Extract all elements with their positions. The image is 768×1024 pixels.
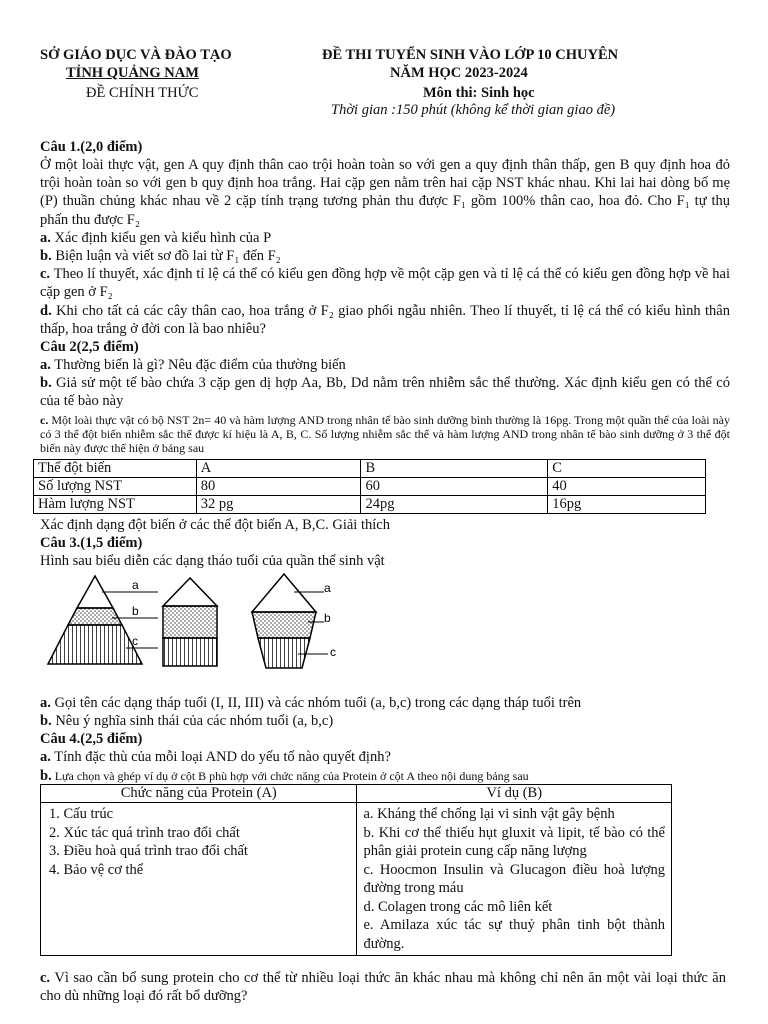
- protein-examples-cell: [357, 803, 672, 956]
- q2-part-b: [40, 374, 730, 410]
- header-exam-title: ĐỀ THI TUYỂN SINH VÀO LỚP 10 CHUYÊN: [322, 47, 619, 63]
- q3-intro: Hình sau biểu diễn các dạng tháo tuổi của quần thể sinh vật: [40, 553, 385, 569]
- pyramid-label-c: c: [330, 645, 336, 659]
- list-item: 3. Điều hoà quá trình trao đổi chất: [49, 843, 248, 859]
- q3-a-text: Gọi tên các dạng tháp tuổi (I, II, III) và các nhóm tuổi (a, b,c) trong các dạng tháp tuổi trên: [50, 695, 582, 711]
- q3-b-label: b.: [40, 713, 52, 729]
- q1-part-b: [40, 247, 730, 265]
- q4-a-text: Tính đặc thù của mỗi loại AND do yếu tố nào quyết định?: [50, 749, 391, 765]
- q4-part-b: [40, 767, 730, 785]
- q1-c-label: c.: [40, 266, 51, 282]
- q2-part-a: [40, 356, 730, 374]
- list-item: a. Kháng thể chống lại vi sinh vật gây bệnh: [363, 806, 615, 822]
- q1-d-text: Khi cho tất cả các cây thân cao, hoa trắng ở F₂ giao phối ngẫu nhiên. Theo lí thuyết, tỉ lệ cá thể có kiểu hình thân thấp, hoa trắng ở đời con là bao nhiêu?: [40, 303, 730, 338]
- q1-part-a: [40, 229, 730, 247]
- pyramid-1: [48, 576, 158, 664]
- q2-c-text: Một loài thực vật có bộ NST 2n= 40 và hàm lượng AND trong nhân tế bào sinh dưỡng bình thường là 16pg. Trong một quần thể của loài này có 3 thể đột biến nhiễm sắc thể được kí hiệu là A, B, C. Số lượng nhiễm sắc thể và hàm lượng AND trong nhân tế bào sinh dưỡng ở 3 thể đột biến này được thể hiện ở bảng sau: [40, 413, 730, 455]
- q1-part-d: [40, 302, 730, 338]
- list-item: e. Amilaza xúc tác sự thuỷ phân tinh bột thành đường.: [363, 917, 665, 952]
- table-cell: 60: [361, 478, 548, 496]
- q2-title: Câu 2(2,5 điểm): [40, 339, 139, 355]
- header-subject: Môn thi: Sinh học: [423, 85, 535, 101]
- q1-b-text: Biện luận và viết sơ đồ lai từ F₁ đến F₂: [51, 248, 281, 264]
- q3-b-text: Nêu ý nghĩa sinh thái của các nhóm tuổi (a, b,c): [51, 713, 334, 729]
- q1-intro: Ở một loài thực vật, gen A quy định thân cao trội hoàn toàn so với gen a quy định thân thấp, gen B quy định hoa đỏ trội hoàn toàn so với gen b quy định hoa trắng. Hai cặp gen nằm trên hai cặp NST khác nhau. Khi lai hai dòng bố mẹ (P) thuần chủng khác nhau về 2 cặp tính trạng tương phản thu được F₁ gồm 100% thân cao, hoa đỏ. Cho F₁ tự thụ phấn thu được F₂: [40, 157, 730, 228]
- pyramid-label-c: c: [132, 634, 138, 648]
- table-cell: B: [361, 460, 548, 478]
- list-item: 1. Cấu trúc: [49, 806, 114, 822]
- protein-functions-cell: [41, 803, 357, 956]
- q4-a-label: a.: [40, 749, 51, 765]
- q2-a-text: Thường biến là gì? Nêu đặc điểm của thường biến: [50, 357, 346, 373]
- pyramid-label-b: b: [324, 611, 331, 625]
- q1-d-label: d.: [40, 303, 52, 319]
- q2-a-label: a.: [40, 357, 51, 373]
- pyramid-label-a: a: [132, 578, 139, 592]
- q3-part-a: [40, 694, 730, 712]
- list-item: 4. Bảo vệ cơ thể: [49, 861, 144, 878]
- table-cell: 80: [196, 478, 361, 496]
- table-cell: 24pg: [361, 496, 548, 514]
- q2-part-c: [40, 413, 730, 455]
- list-item: 2. Xúc tác quá trình trao đổi chất: [49, 824, 240, 841]
- q3-a-label: a.: [40, 695, 51, 711]
- table-header: Ví dụ (B): [357, 785, 672, 803]
- q3-title: Câu 3.(1,5 điểm): [40, 535, 143, 551]
- table-cell: A: [196, 460, 361, 478]
- header-official: ĐỀ CHÍNH THỨC: [86, 85, 199, 101]
- table-header: Chức năng của Protein (A): [41, 785, 357, 803]
- header-school-year: NĂM HỌC 2023-2024: [390, 65, 528, 81]
- table-cell: C: [548, 460, 706, 478]
- table-cell: 32 pg: [196, 496, 361, 514]
- q1-a-label: a.: [40, 230, 51, 246]
- q2-after-table: Xác định dạng đột biến ở các thể đột biến A, B,C. Giải thích: [40, 517, 390, 533]
- pyramid-3: [252, 574, 336, 668]
- q4-part-a: [40, 748, 730, 766]
- q2-b-text: Giả sử một tế bào chứa 3 cặp gen dị hợp Aa, Bb, Dd nằm trên nhiễm sắc thể thường. Xác định kiểu gen có thể có của tế bào này: [40, 375, 730, 410]
- q4-c-label: c.: [40, 970, 51, 986]
- header-province: TỈNH QUẢNG NAM: [66, 65, 199, 81]
- list-item: b. Khi cơ thể thiếu hụt gluxit và lipit, tế bào có thể phân giải protein cung cấp năng lượng: [363, 824, 665, 859]
- protein-table: [40, 784, 672, 956]
- table-row: [41, 785, 672, 803]
- q1-a-text: Xác định kiểu gen và kiểu hình của P: [50, 230, 272, 246]
- q4-part-c: [40, 969, 726, 1005]
- table-row: [34, 496, 706, 514]
- q4-title: Câu 4.(2,5 điểm): [40, 731, 143, 747]
- age-pyramid-figure: [40, 572, 370, 684]
- pyramid-2: [163, 578, 217, 666]
- mutation-table: [33, 459, 706, 514]
- list-item: d. Colagen trong các mô liên kết: [363, 898, 553, 915]
- table-row: [34, 460, 706, 478]
- header-time: Thời gian :150 phút (không kể thời gian giao đề): [331, 102, 616, 118]
- q4-b-label: b.: [40, 768, 52, 784]
- table-cell: 40: [548, 478, 706, 496]
- q2-b-label: b.: [40, 375, 52, 391]
- table-row: [41, 803, 672, 956]
- table-cell: Thể đột biến: [34, 460, 197, 478]
- pyramid-label-a: a: [324, 581, 331, 595]
- q4-b-text: Lựa chọn và ghép ví dụ ở cột B phù hợp với chức năng của Protein ở cột A theo nội dung bảng sau: [51, 769, 529, 783]
- table-cell: Số lượng NST: [34, 478, 197, 496]
- q1-title: Câu 1.(2,0 điểm): [40, 139, 143, 155]
- header-department: SỞ GIÁO DỤC VÀ ĐÀO TẠO: [40, 47, 232, 63]
- list-item: c. Hoocmon Insulin và Glucagon điều hoà lượng đường trong máu: [363, 861, 665, 896]
- q1-part-c: [40, 265, 730, 301]
- table-row: [34, 478, 706, 496]
- table-cell: Hàm lượng NST: [34, 496, 197, 514]
- pyramid-label-b: b: [132, 604, 139, 618]
- q1-b-label: b.: [40, 248, 52, 264]
- table-cell: 16pg: [548, 496, 706, 514]
- q3-part-b: [40, 712, 730, 730]
- q1-c-text: Theo lí thuyết, xác định tỉ lệ cá thể có kiểu gen đồng hợp về một cặp gen và tỉ lệ cá thể có kiểu gen đồng hợp về hai cặp gen ở F₂: [40, 266, 730, 301]
- q2-c-label: c.: [40, 413, 49, 427]
- q4-c-text: Vì sao cần bổ sung protein cho cơ thể từ nhiều loại thức ăn khác nhau mà không chỉ nên ăn một vài loại thức ăn cho dù những loại đó rất bổ dưỡng?: [40, 970, 726, 1005]
